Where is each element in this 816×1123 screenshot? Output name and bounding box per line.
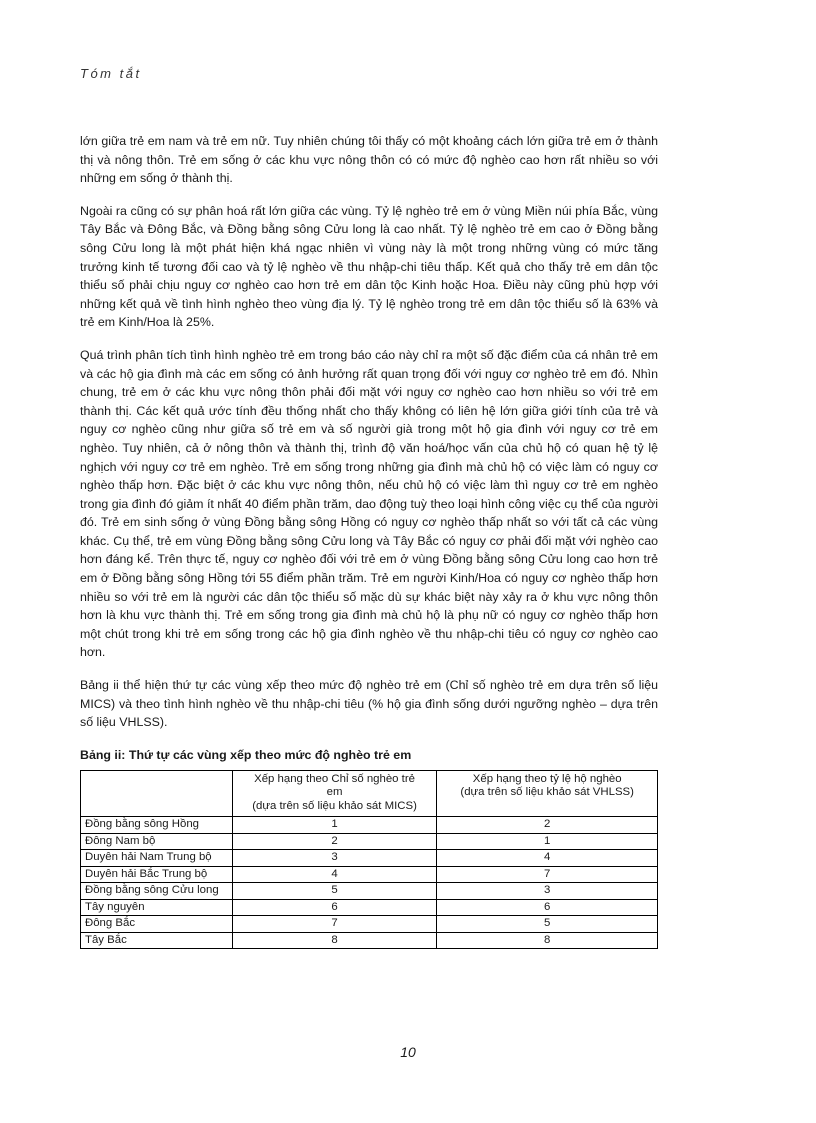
region-name: Duyên hải Bắc Trung bộ <box>81 866 233 883</box>
mics-rank: 4 <box>232 866 437 883</box>
table-row <box>81 866 658 883</box>
header-vhlss-line-2: (dựa trên số liệu khảo sát VHLSS) <box>460 786 634 799</box>
region-name: Đồng bằng sông Hồng <box>81 817 233 834</box>
mics-rank: 1 <box>232 817 437 834</box>
header-vhlss-line-1: Xếp hạng theo tỷ lệ hộ nghèo <box>472 772 622 785</box>
paragraph-3: Quá trình phân tích tình hình nghèo trẻ em trong báo cáo này chỉ ra một số đặc điểm của cá nhân trẻ em và các hộ gia đình mà các em sống có ảnh hưởng rất quan trọng đối với nguy cơ nghèo trẻ em đó. Nhìn chung, trẻ em ở các khu vực nông thôn phải đối mặt với nguy cơ nghèo cao hơn nhiều so với trẻ em thành thị. Các kết quả ước tính đều thống nhất cho thấy không có liên hệ lớn giữa giới tính của trẻ và nguy cơ nghèo cũng như giữa số trẻ em và số người già trong một hộ gia đình với nguy cơ trẻ em nghèo. Tuy nhiên, cả ở nông thôn và thành thị, trình độ văn hoá/học vấn của chủ hộ có quan hệ tỷ lệ nghịch với nguy cơ trẻ em nghèo. Trẻ em sống trong những gia đình mà chủ hộ có việc làm có nguy cơ nghèo thấp hơn. Đặc biệt ở các khu vực nông thôn, nếu chủ hộ có việc làm thì nguy cơ trẻ em nghèo trong gia đình đó giảm ít nhất 40 điểm phần trăm, dao động tuỳ theo loại hình công việc cụ thể của người đó. Trẻ em sinh sống ở vùng Đồng bằng sông Hồng có nguy cơ nghèo thấp nhất so với tất cả các vùng khác. Cụ thể, trẻ em vùng Đồng bằng sông Cửu long và Tây Bắc có nguy cơ phải đối mặt với nghèo cao hơn đáng kể. Trên thực tế, nguy cơ nghèo đối với trẻ em ở vùng Đồng bằng sông Cửu long cao hơn trẻ em ở Đồng bằng sông Hồng tới 55 điểm phần trăm. Trẻ em người Kinh/Hoa có nguy cơ nghèo thấp hơn nhiều so với trẻ em là người các dân tộc thiểu số mặc dù sự khác biệt này xảy ra ở khu vực nông thôn hơn là khu vực thành thị. Trẻ em sống trong gia đình mà chủ hộ là phụ nữ có nguy cơ nghèo thấp hơn một chút trong khi trẻ em sống trong các hộ gia đình nghèo về thu nhập-chi tiêu có nguy cơ nghèo cao hơn. <box>80 347 658 660</box>
table-row <box>81 817 658 834</box>
mics-rank: 5 <box>232 883 437 900</box>
header-mics-line-3: (dựa trên số liệu khảo sát MICS) <box>252 799 417 812</box>
mics-rank: 3 <box>232 850 437 867</box>
table-header-row <box>81 770 658 817</box>
header-vhlss-rank <box>437 770 658 817</box>
vhlss-rank: 7 <box>437 866 658 883</box>
region-name: Đông Bắc <box>81 916 233 933</box>
region-name: Đồng bằng sông Cửu long <box>81 883 233 900</box>
region-name: Tây nguyên <box>81 899 233 916</box>
table-row <box>81 932 658 949</box>
paragraph-2: Ngoài ra cũng có sự phân hoá rất lớn giữa các vùng. Tỷ lệ nghèo trẻ em ở vùng Miền núi phía Bắc, vùng Tây Bắc và Đông Bắc, và Đồng bằng sông Cửu long là cao nhất. Tỷ lệ nghèo trẻ em cao ở Đồng bằng sông Cửu long là một phát hiện khá ngạc nhiên vì vùng này là một trong những vùng có mức tăng trưởng kinh tế tương đối cao và tỷ lệ nghèo về thu nhập-chi tiêu thấp. Kết quả cho thấy trẻ em dân tộc thiểu số phải chịu nguy cơ nghèo cao hơn trẻ em dân tộc Kinh hoặc Hoa. Điều này cũng phù hợp với những kết quả về tình hình nghèo theo vùng địa lý. Tỷ lệ nghèo trong trẻ em dân tộc thiểu số là 63% và trẻ em Kinh/Hoa là 25%. <box>80 203 658 330</box>
region-ranking-table <box>80 770 658 950</box>
table-row <box>81 883 658 900</box>
main-content <box>80 132 658 949</box>
header-mics-line-2: em <box>326 786 343 799</box>
region-name: Duyên hải Nam Trung bộ <box>81 850 233 867</box>
running-header: Tóm tắt <box>80 66 142 81</box>
region-name: Tây Bắc <box>81 932 233 949</box>
table-row <box>81 899 658 916</box>
vhlss-rank: 2 <box>437 817 658 834</box>
mics-rank: 7 <box>232 916 437 933</box>
page-number: 10 <box>400 1044 416 1060</box>
vhlss-rank: 4 <box>437 850 658 867</box>
mics-rank: 8 <box>232 932 437 949</box>
table-row <box>81 833 658 850</box>
mics-rank: 2 <box>232 833 437 850</box>
region-name: Đông Nam bộ <box>81 833 233 850</box>
paragraph-4: Bảng ii thể hiện thứ tự các vùng xếp theo mức độ nghèo trẻ em (Chỉ số nghèo trẻ em dựa trên số liệu MICS) và theo tình hình nghèo về thu nhập-chi tiêu (% hộ gia đình sống dưới ngưỡng nghèo – dựa trên số liệu VHLSS). <box>80 678 658 730</box>
vhlss-rank: 8 <box>437 932 658 949</box>
mics-rank: 6 <box>232 899 437 916</box>
table-row <box>81 850 658 867</box>
header-region <box>81 770 233 817</box>
header-mics-line-1: Xếp hạng theo Chỉ số nghèo trẻ <box>254 772 415 785</box>
vhlss-rank: 5 <box>437 916 658 933</box>
header-mics-rank <box>232 770 437 817</box>
table-row <box>81 916 658 933</box>
table-title: Bảng ii: Thứ tự các vùng xếp theo mức độ nghèo trẻ em <box>80 747 412 762</box>
paragraph-1: lớn giữa trẻ em nam và trẻ em nữ. Tuy nhiên chúng tôi thấy có một khoảng cách lớn giữa trẻ em ở thành thị và nông thôn. Trẻ em sống ở các khu vực nông thôn có có mức độ nghèo cao hơn rất nhiều so với những em sống ở thành thị. <box>80 134 658 186</box>
vhlss-rank: 6 <box>437 899 658 916</box>
vhlss-rank: 1 <box>437 833 658 850</box>
vhlss-rank: 3 <box>437 883 658 900</box>
